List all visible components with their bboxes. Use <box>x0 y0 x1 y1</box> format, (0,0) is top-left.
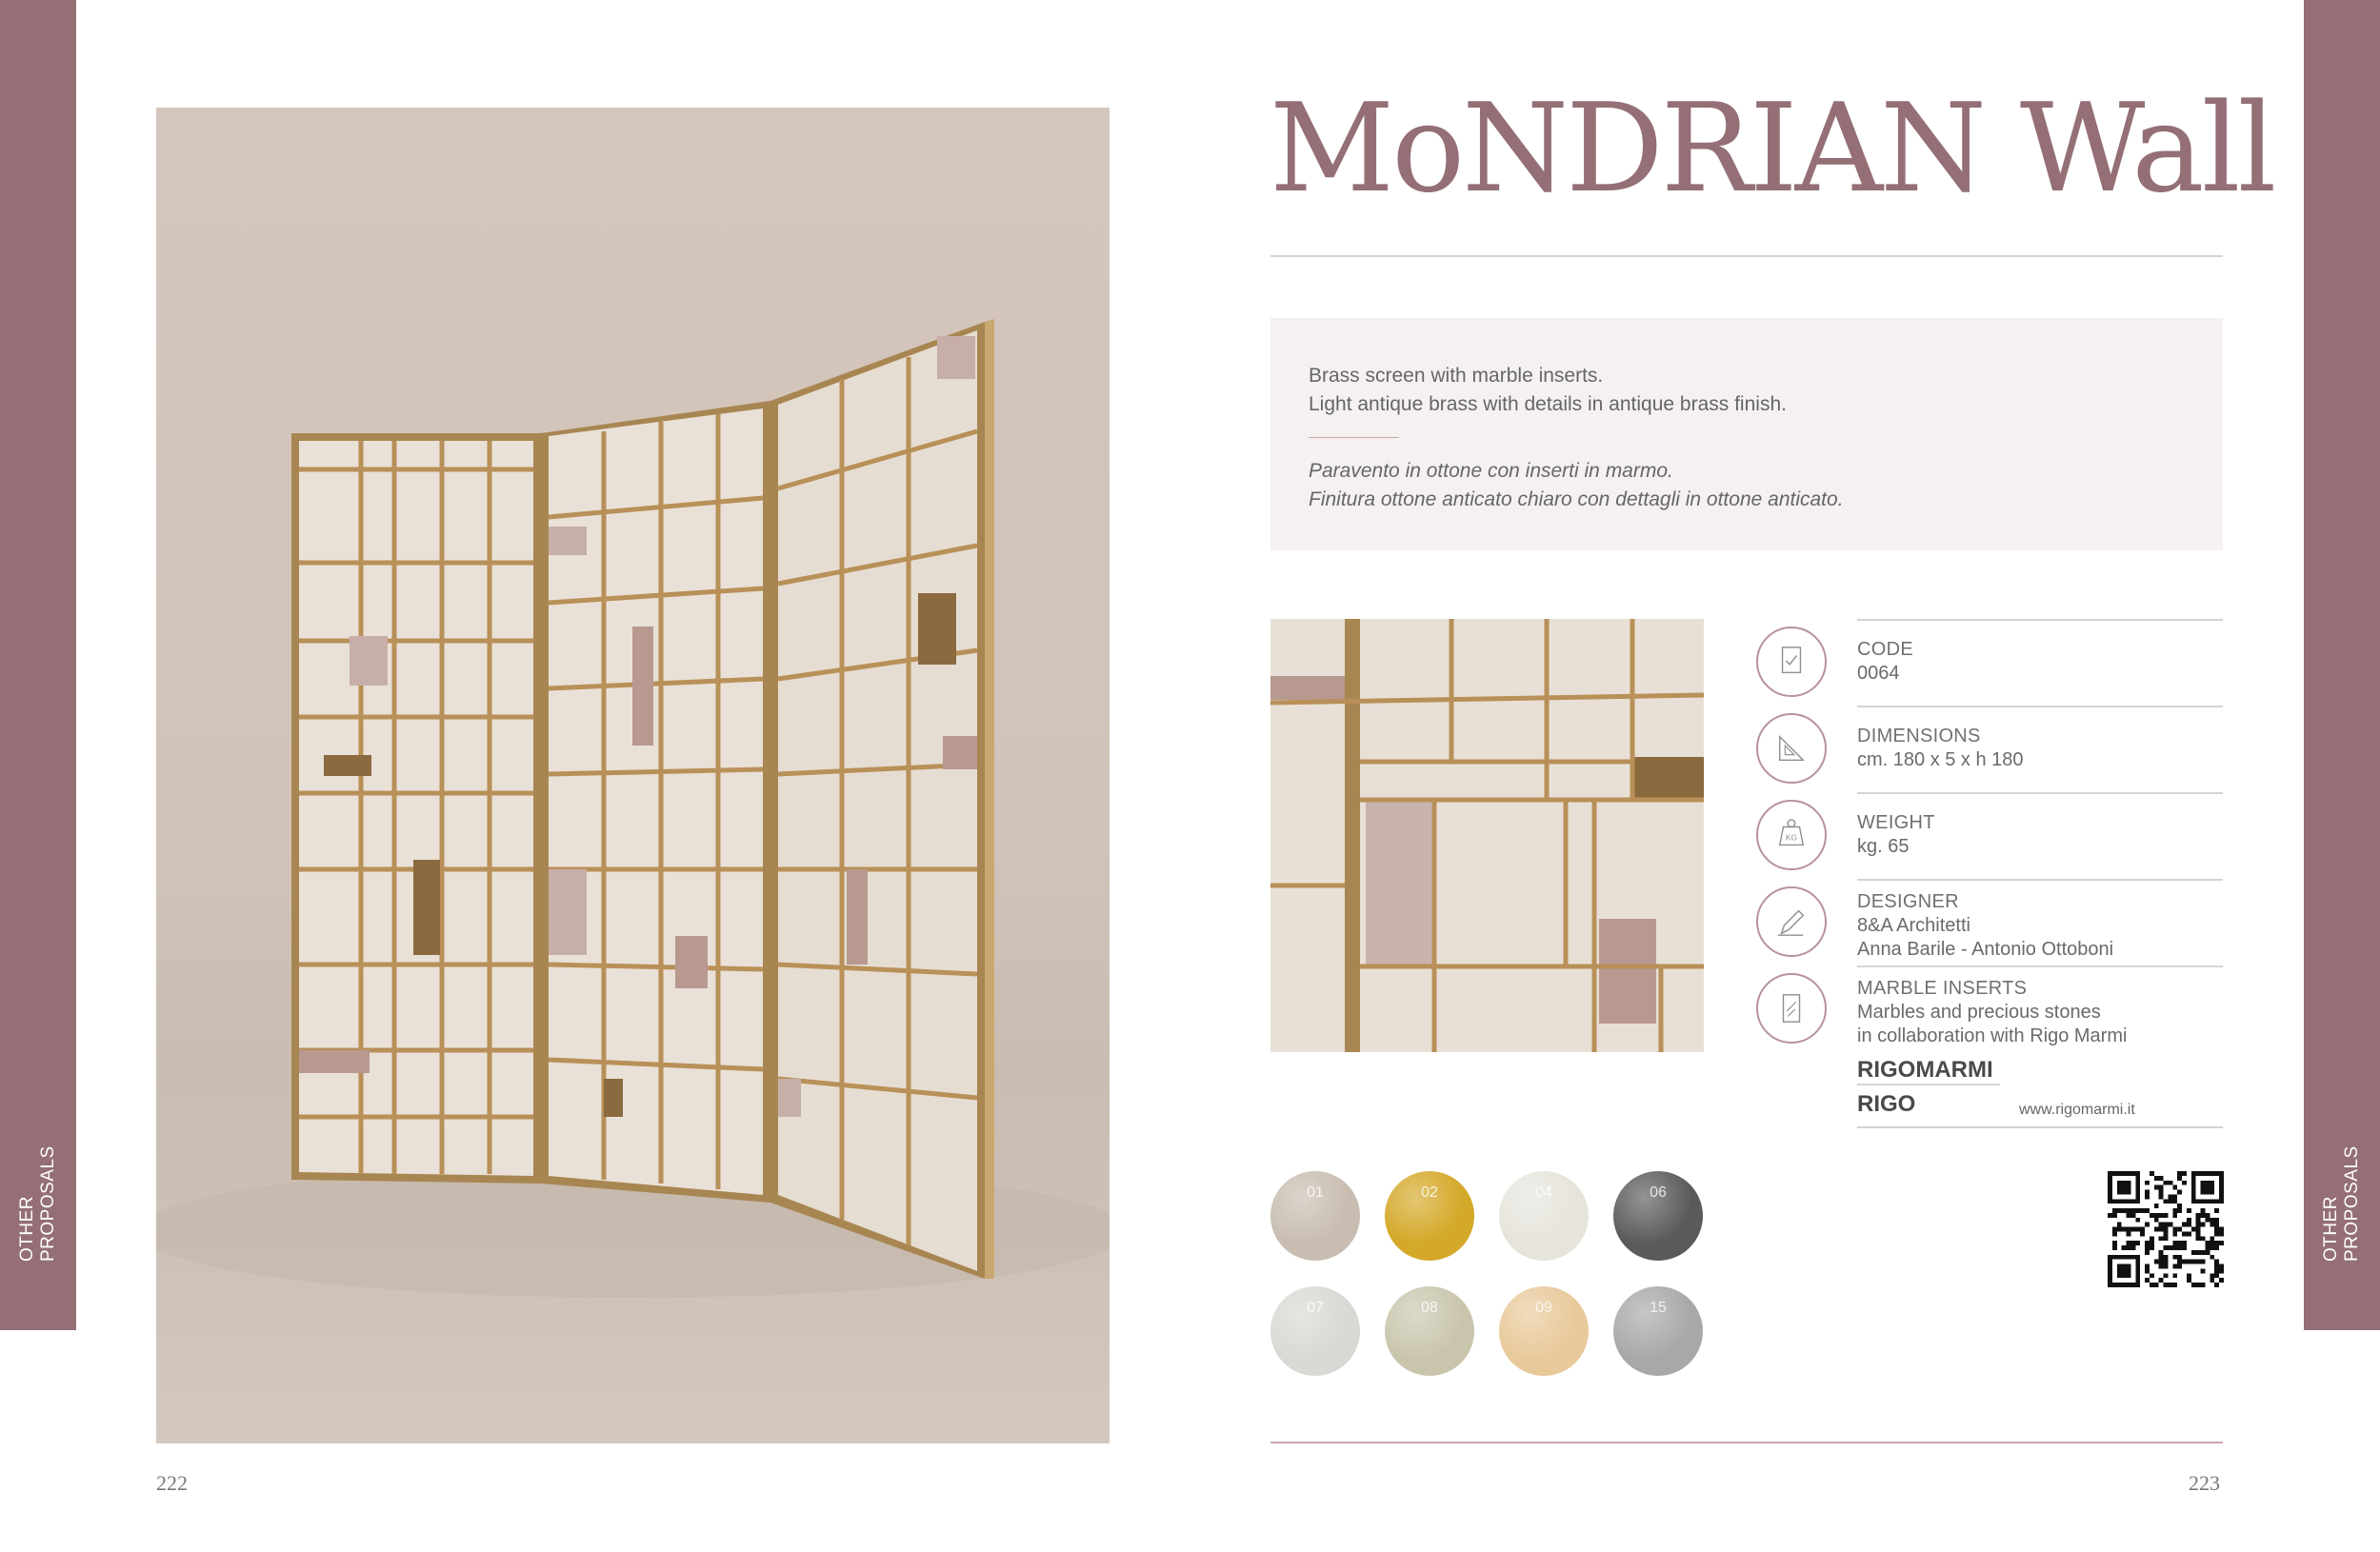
rigo-brand-2: RIGO <box>1857 1091 1916 1117</box>
page-number-right: 223 <box>2189 1471 2220 1495</box>
description-en-line2: Light antique brass with details in antique brass finish. <box>1309 393 1787 415</box>
detail-illustration <box>1270 619 1704 1052</box>
page-number-left: 222 <box>156 1471 188 1495</box>
description-en-line1: Brass screen with marble inserts. <box>1309 365 1604 387</box>
screen-panel-left <box>291 433 541 1184</box>
title-divider <box>1270 255 2223 257</box>
spec-designer <box>1756 879 2223 965</box>
spec-weight-value: kg. 65 <box>1857 836 1910 857</box>
finish-swatch[interactable] <box>1270 1171 1360 1261</box>
rigo-brand-1: RIGOMARMI <box>1857 1057 1993 1083</box>
side-tab-line2: PROPOSALS <box>2342 1145 2362 1262</box>
finish-swatch[interactable] <box>1385 1286 1474 1376</box>
spec-weight-label: WEIGHT <box>1857 812 1935 833</box>
finish-swatch-code: 15 <box>1650 1300 1667 1316</box>
side-tab-label <box>17 1128 59 1262</box>
spec-dimensions-label: DIMENSIONS <box>1857 726 1981 746</box>
description-it-line1: Paravento in ottone con inserti in marmo. <box>1309 460 1673 482</box>
side-tab-line1: OTHER <box>2321 1196 2341 1262</box>
finish-swatch-code: 04 <box>1535 1184 1552 1201</box>
finish-swatch[interactable] <box>1499 1286 1589 1376</box>
side-tab-line2: PROPOSALS <box>38 1145 58 1262</box>
spec-marble <box>1756 965 2223 1052</box>
spec-code-value: 0064 <box>1857 663 1900 684</box>
specs-list <box>1756 619 2223 1052</box>
spec-weight <box>1756 792 2223 879</box>
spec-marble-line2: in collaboration with Rigo Marmi <box>1857 1025 2128 1046</box>
side-tab-label <box>2321 1128 2363 1262</box>
pencil-icon <box>1756 886 1827 957</box>
rigo-marmi-logo <box>1857 1056 2010 1117</box>
finish-swatch[interactable] <box>1270 1286 1360 1376</box>
rigo-marmi-logo-block <box>1857 1054 2223 1128</box>
bottom-divider <box>1270 1442 2223 1443</box>
side-tab-left[interactable] <box>0 0 76 1330</box>
svg-text:KG: KG <box>1785 832 1798 843</box>
qr-code-icon[interactable] <box>2108 1171 2224 1287</box>
finish-swatch[interactable] <box>1613 1286 1703 1376</box>
screen-panel-middle <box>541 401 770 1203</box>
spec-marble-label: MARBLE INSERTS <box>1857 978 2028 999</box>
finish-swatches <box>1270 1171 1704 1379</box>
finish-swatch[interactable] <box>1385 1171 1474 1261</box>
spec-code <box>1756 619 2223 706</box>
spec-designer-label: DESIGNER <box>1857 891 1959 912</box>
spec-marble-line1: Marbles and precious stones <box>1857 1002 2101 1023</box>
side-tab-right[interactable] <box>2304 0 2380 1330</box>
finish-swatch-code: 07 <box>1307 1300 1324 1316</box>
description-divider <box>1309 437 1399 438</box>
rigo-url[interactable]: www.rigomarmi.it <box>2019 1102 2135 1118</box>
finish-swatch[interactable] <box>1613 1171 1703 1261</box>
spec-dimensions <box>1756 706 2223 792</box>
product-title: MoNDRIAN Wall <box>1270 78 2274 220</box>
spec-designer-line1: 8&A Architetti <box>1857 915 1970 936</box>
description-box <box>1270 318 2223 550</box>
screen-illustration <box>156 108 1110 1443</box>
finish-swatch-code: 09 <box>1535 1300 1552 1316</box>
finish-swatch-code: 08 <box>1421 1300 1438 1316</box>
finish-swatch[interactable] <box>1499 1171 1589 1261</box>
detail-photo <box>1270 619 1704 1052</box>
document-check-icon <box>1756 627 1827 697</box>
set-square-icon <box>1756 713 1827 784</box>
screen-panel-right <box>770 322 985 1279</box>
spec-dimensions-value: cm. 180 x 5 x h 180 <box>1857 749 2024 770</box>
marble-slab-icon <box>1756 973 1827 1044</box>
finish-swatch-code: 02 <box>1421 1184 1438 1201</box>
product-photo <box>156 108 1110 1443</box>
spec-code-label: CODE <box>1857 639 1913 660</box>
weight-kg-icon <box>1756 800 1827 870</box>
finish-swatch-code: 01 <box>1307 1184 1324 1201</box>
spec-designer-line2: Anna Barile - Antonio Ottoboni <box>1857 939 2114 960</box>
description-it-line2: Finitura ottone anticato chiaro con dettagli in ottone anticato. <box>1309 488 1844 510</box>
finish-swatch-code: 06 <box>1650 1184 1667 1201</box>
side-tab-line1: OTHER <box>17 1196 37 1262</box>
